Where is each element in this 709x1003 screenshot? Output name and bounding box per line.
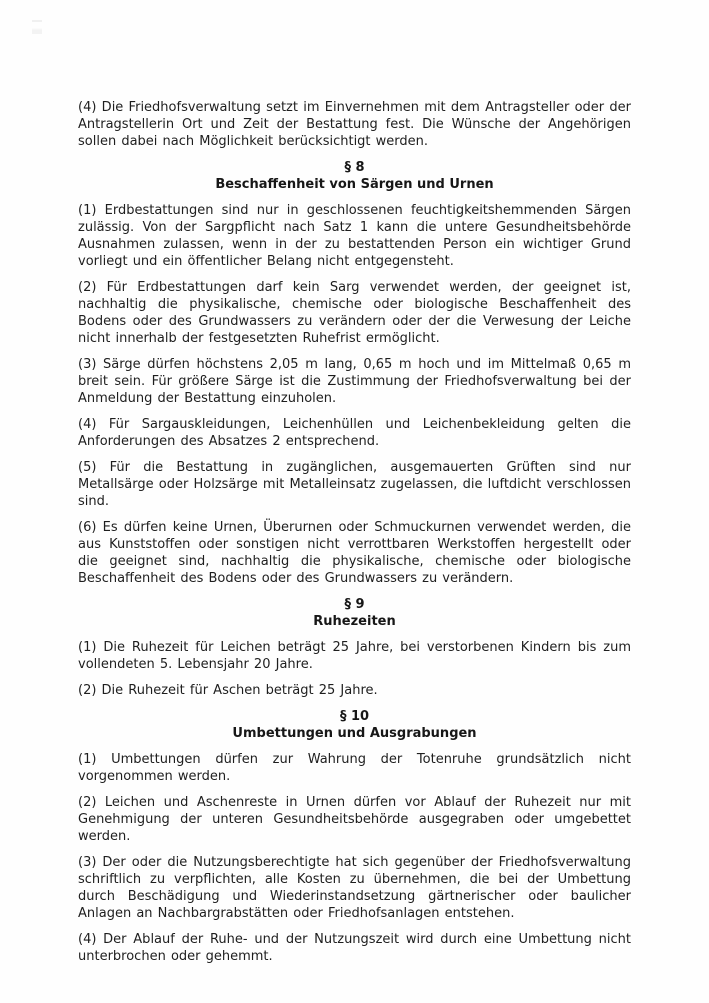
scan-artifact-mark bbox=[32, 20, 42, 34]
section-heading-10 bbox=[78, 708, 631, 742]
paragraph-s10-2: (2) Leichen und Aschenreste in Urnen dürfen vor Ablauf der Ruhezeit nur mit Genehmigung der unteren Gesundheitsbehörde ausgegraben oder umgebettet werden. bbox=[78, 795, 631, 844]
section-heading-9 bbox=[78, 596, 631, 630]
paragraph-s9-1: (1) Die Ruhezeit für Leichen beträgt 25 Jahre, bei verstorbenen Kindern bis zum vollendeten 5. Lebensjahr 20 Jahre. bbox=[78, 640, 631, 672]
paragraph-s10-4: (4) Der Ablauf der Ruhe- und der Nutzungszeit wird durch eine Umbettung nicht unterbrochen oder gehemmt. bbox=[78, 932, 631, 964]
section-heading-8 bbox=[78, 159, 631, 193]
section-title: Beschaffenheit von Särgen und Urnen bbox=[215, 177, 494, 192]
paragraph-prev-section-4: (4) Die Friedhofsverwaltung setzt im Einvernehmen mit dem Antragsteller oder der Antragstellerin Ort und Zeit der Bestattung fest. Die Wünsche der Angehörigen sollen dabei nach Möglichkeit berücksichtigt werden. bbox=[78, 100, 631, 149]
section-title: Ruhezeiten bbox=[313, 614, 396, 629]
section-number: § 10 bbox=[339, 709, 370, 724]
paragraph-s10-3: (3) Der oder die Nutzungsberechtigte hat sich gegenüber der Friedhofsverwaltung schriftlich zu verpflichten, alle Kosten zu übernehmen, die bei der Umbettung durch Beschädigung und Wiederinstandsetzung gärtnerischer oder baulicher Anlagen an Nachbargrabstätten oder Friedhofsanlagen entstehen. bbox=[78, 855, 631, 921]
paragraph-s8-2: (2) Für Erdbestattungen darf kein Sarg verwendet werden, der geeignet ist, nachhaltig die physikalische, chemische oder biologische Beschaffenheit des Bodens oder des Grundwassers zu verändern oder der die Verwesung der Leiche nicht innerhalb der festgesetzten Ruhefrist ermöglicht. bbox=[78, 280, 631, 346]
paragraph-s8-5: (5) Für die Bestattung in zugänglichen, ausgemauerten Grüften sind nur Metallsärge oder Holzsärge mit Metalleinsatz zugelassen, die luftdicht verschlossen sind. bbox=[78, 460, 631, 509]
section-number: § 8 bbox=[344, 160, 365, 175]
paragraph-s8-1: (1) Erdbestattungen sind nur in geschlossenen feuchtigkeitshemmenden Särgen zulässig. Von der Sargpflicht nach Satz 1 kann die untere Gesundheitsbehörde Ausnahmen zulassen, wenn in der zu bestattenden Person ein wichtiger Grund vorliegt und ein öffentlicher Belang nicht entgegensteht. bbox=[78, 203, 631, 269]
document-text-block bbox=[78, 99, 631, 974]
section-number: § 9 bbox=[344, 597, 365, 612]
paragraph-s9-2: (2) Die Ruhezeit für Aschen beträgt 25 Jahre. bbox=[78, 683, 378, 698]
paragraph-s10-1: (1) Umbettungen dürfen zur Wahrung der Totenruhe grundsätzlich nicht vorgenommen werden. bbox=[78, 752, 631, 784]
paragraph-s8-4: (4) Für Sargauskleidungen, Leichenhüllen und Leichenbekleidung gelten die Anforderungen des Absatzes 2 entsprechend. bbox=[78, 417, 631, 449]
paragraph-s8-6: (6) Es dürfen keine Urnen, Überurnen oder Schmuckurnen verwendet werden, die aus Kunststoffen oder sonstigen nicht verrottbaren Werkstoffen hergestellt oder die geeignet sind, nachhaltig die physikalische, chemische oder biologische Beschaffenheit des Bodens oder des Grundwassers zu verändern. bbox=[78, 520, 631, 586]
paragraph-s8-3: (3) Särge dürfen höchstens 2,05 m lang, 0,65 m hoch und im Mittelmaß 0,65 m breit sein. Für größere Särge ist die Zustimmung der Friedhofsverwaltung bei der Anmeldung der Bestattung einzuholen. bbox=[78, 357, 631, 406]
section-title: Umbettungen und Ausgrabungen bbox=[232, 726, 477, 741]
